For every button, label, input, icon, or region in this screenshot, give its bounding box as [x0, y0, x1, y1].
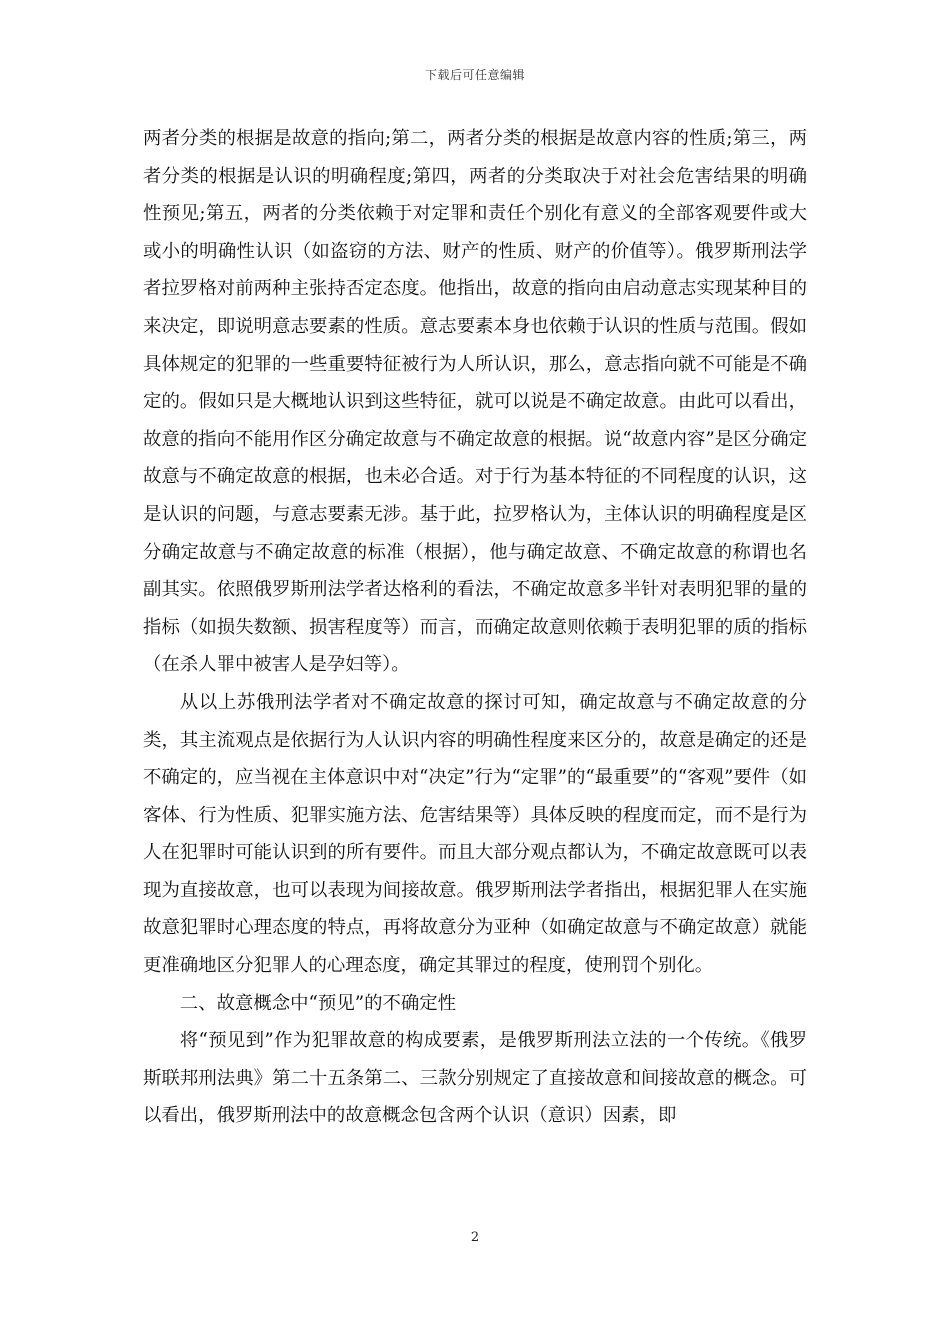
- page-number: 2: [470, 1230, 480, 1245]
- paragraph-summary: 从以上苏俄刑法学者对不确定故意的探讨可知，确定故意与不确定故意的分类，其主流观点是依据行为人认识内容的明确性程度来区分的，故意是确定的还是不确定的，应当视在主体意识中对“决定”行为“定罪”的“最重要”的“客观”要件（如客体、行为性质、犯罪实施方法、危害结果等）具体反映的程度而定，而不是行为人在犯罪时可能认识到的所有要件。而且大部分观点都认为，不确定故意既可以表现为直接故意，也可以表现为间接故意。俄罗斯刑法学者指出，根据犯罪人在实施故意犯罪时心理态度的特点，再将故意分为亚种（如确定故意与不确定故意）就能更准确地区分犯罪人的心理态度，确定其罪过的程度，使刑罚个别化。: [143, 691, 807, 977]
- page-header: 下载后可任意编辑: [424, 68, 525, 82]
- section-heading: 二、故意概念中“预见”的不确定性: [179, 992, 457, 1014]
- paragraph-continuation: 两者分类的根据是故意的指向;第二，两者分类的根据是故意内容的性质;第三，两者分类的根据是认识的明确程度;第四，两者的分类取决于对社会危害结果的明确性预见;第五，两者的分类依赖于对定罪和责任个别化有意义的全部客观要件或大或小的明确性认识（如盗窃的方法、财产的性质、财产的价值等）。俄罗斯刑法学者拉罗格对前两种主张持否定态度。他指出，故意的指向由启动意志实现某种目的来决定，即说明意志要素的性质。意志要素本身也依赖于认识的性质与范围。假如具体规定的犯罪的一些重要特征被行为人所认识，那么，意志指向就不可能是不确定的。假如只是大概地认识到这些特征，就可以说是不确定故意。由此可以看出，故意的指向不能用作区分确定故意与不确定故意的根据。说“故意内容”是区分确定故意与不确定故意的根据，也未必合适。对于行为基本特征的不同程度的认识，这是认识的问题，与意志要素无涉。基于此，拉罗格认为，主体认识的明确程度是区分确定故意与不确定故意的标准（根据），他与确定故意、不确定故意的称谓也名副其实。依照俄罗斯刑法学者达格利的看法，不确定故意多半针对表明犯罪的量的指标（如损失数额、损害程度等）而言，而确定故意则依赖于表明犯罪的质的指标（在杀人罪中被害人是孕妇等）。: [143, 128, 807, 676]
- document-body: [143, 120, 807, 1135]
- paragraph-foresight: 将“预见到”作为犯罪故意的构成要素，是俄罗斯刑法立法的一个传统。《俄罗斯联邦刑法典》第二十五条第二、三款分别规定了直接故意和间接故意的概念。可以看出，俄罗斯刑法中的故意概念包含两个认识（意识）因素，即: [143, 1030, 807, 1127]
